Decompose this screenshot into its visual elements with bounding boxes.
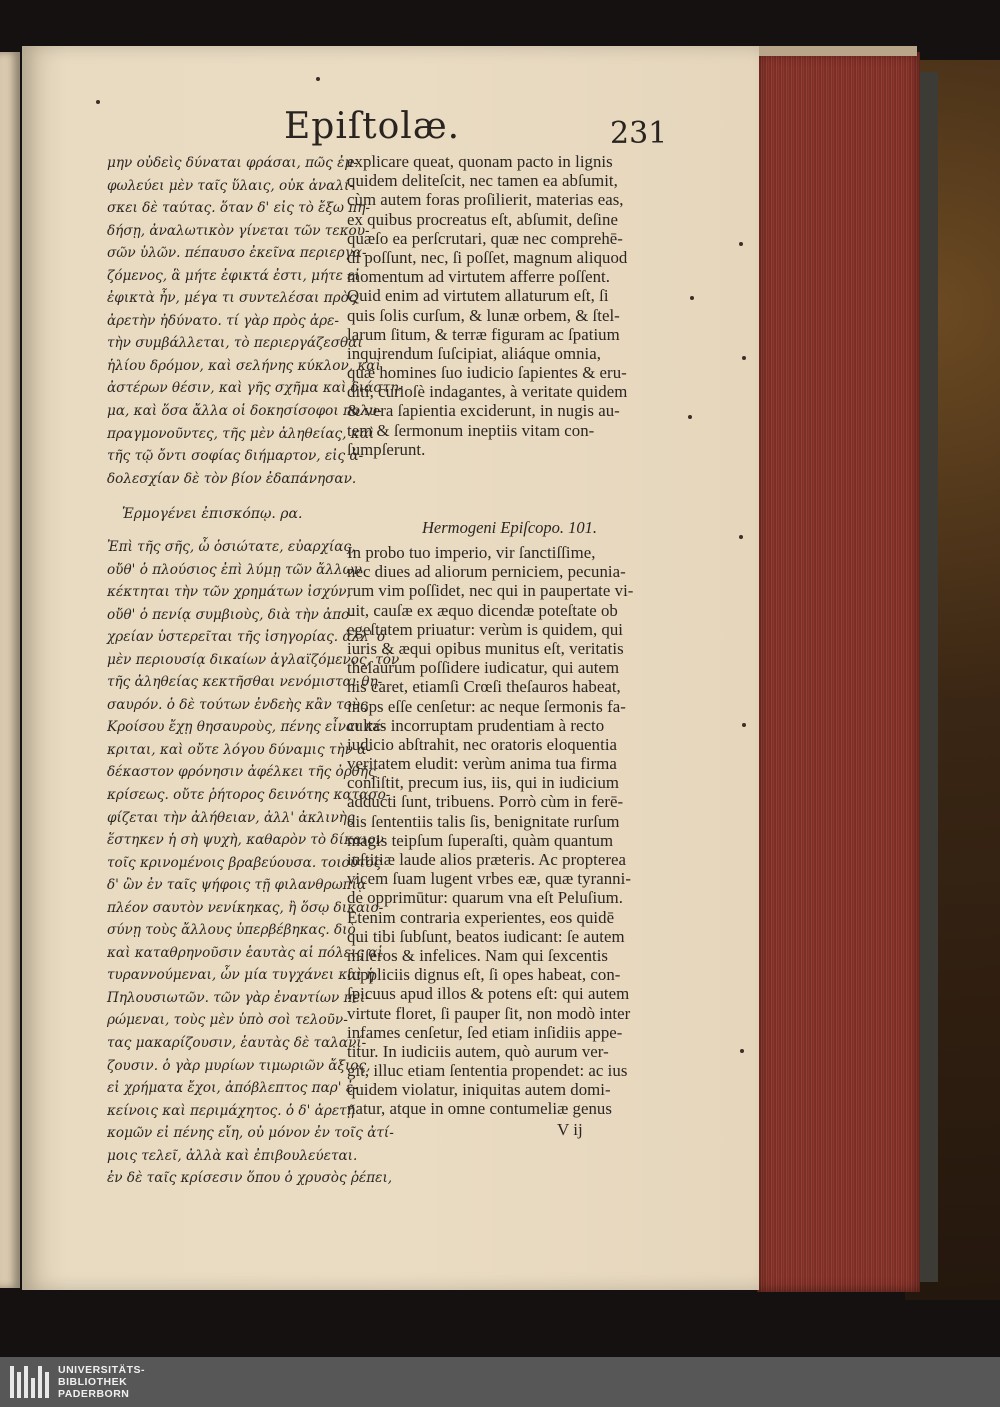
greek-line: ἡλίου δρόμον, καὶ σελήνης κύκλον, καὶ xyxy=(107,357,381,374)
latin-line: iudicio abſtrahit, nec oratoris eloquentia xyxy=(347,734,618,754)
greek-line: Ἐπὶ τῆς σῆς, ὦ ὁσιώτατε, εὐαρχίας, xyxy=(107,539,356,555)
greek-line: σκει δὲ ταύτας. ὅταν δ' εἰς τὸ ἔξω πη- xyxy=(107,200,371,217)
latin-line: his caret, etiamſi Crœſi theſauros habeat, xyxy=(347,677,621,697)
greek-line: σῶν ὑλῶν. πέπαυσο ἐκεῖνα περιεργα- xyxy=(107,245,367,262)
latin-line: de opprimūtur: quarum vna eſt Peluſium. xyxy=(347,888,623,908)
greek-line: ἐν δὲ ταῖς κρίσεσιν ὅπου ὁ χρυσὸς ῥέπει, xyxy=(107,1170,393,1187)
greek-line: πραγμονοῦντες, τῆς μὲν ἀληθείας, καὶ xyxy=(107,425,375,442)
wormhole-mark xyxy=(688,415,692,419)
greek-line: ζόμενος, ἃ μήτε ἐφικτά ἐστι, μήτε εἰ xyxy=(107,267,360,284)
greek-line: καὶ καταθρηνοῦσιν ἑαυτὰς αἱ πόλεις αἱ xyxy=(107,944,383,961)
library-name-line: BIBLIOTHEK xyxy=(58,1376,128,1388)
latin-line: miſeros & infelices. Nam qui ſexcentis xyxy=(347,945,609,965)
greek-line: δ' ὢν ἐν ταῖς ψήφοις τῇ φιλανθρωπίᾳ xyxy=(107,877,367,894)
greek-line: ἀστέρων θέσιν, καὶ γῆς σχῆμα καὶ διάστη- xyxy=(107,380,403,397)
latin-line: diti, curioſè indagantes, à veritate quidem xyxy=(347,382,628,402)
greek-line: τοῖς κρινομένοις βραβεύουσα. τοιοῦτος xyxy=(107,854,382,871)
latin-line: veritatem eludit: verùm anima tua firma xyxy=(347,754,617,774)
latin-line: titur. In iudiciis autem, quò aurum ver- xyxy=(347,1041,609,1061)
greek-line: χρείαν ὑστερεῖται τῆς ἰσηγορίας. ἀλλ' ὁ xyxy=(107,629,386,646)
greek-line: φωλεύει μὲν ταῖς ὕλαις, οὐκ ἀναλί- xyxy=(107,177,354,194)
book-board-edge xyxy=(920,72,938,1282)
latin-line: ex quibus procreatus eſt, abſumit, deſine xyxy=(347,209,618,229)
latin-line: iuris & æqui opibus munitus eſt, veritatis xyxy=(347,638,624,658)
latin-column-letter xyxy=(347,543,637,1119)
wormhole-mark xyxy=(96,100,100,104)
latin-line: virtute floret, ſi pauper ſit, non modò inter xyxy=(347,1003,631,1023)
latin-line: cultas incorruptam prudentiam à recto xyxy=(347,715,605,735)
latin-line: ſpicuus apud illos & potens eſt: qui autem xyxy=(347,984,630,1004)
latin-line: tem & ſermonum ineptiis vitam con- xyxy=(347,420,595,440)
latin-line: Quid enim ad virtutem allaturum eſt, ſi xyxy=(347,286,609,306)
greek-line: σύνῃ τοὺς ἄλλους ὑπερβέβηκας. διὸ xyxy=(107,922,356,939)
latin-line: Etenim contraria experientes, eos quidē xyxy=(347,907,615,927)
library-name-line: PADERBORN xyxy=(58,1388,130,1400)
greek-line: μὲν περιουσίᾳ δικαίων ἀγλαϊζόμενος, τὸν xyxy=(107,651,400,668)
signature-mark: V ij xyxy=(557,1120,583,1139)
latin-line: di poſſunt, nec, ſi poſſet, magnum aliquod xyxy=(347,247,628,267)
greek-line: οὔθ' ὁ πενίᾳ συμβιοὺς, διὰ τὴν ἀπο- xyxy=(107,606,354,623)
greek-line: Κροίσου ἔχῃ θησαυροὺς, πένης εἶναι κέ- xyxy=(107,719,386,736)
latin-line: & vera ſapientia exciderunt, in nugis au- xyxy=(347,401,620,421)
greek-line: Πηλουσιωτῶν. τῶν γὰρ ἐναντίων πει- xyxy=(107,989,370,1006)
left-page-edge xyxy=(0,52,20,1288)
latin-line: theſaurum poſſidere iudicatur, qui autem xyxy=(347,658,620,678)
latin-line: infames cenſetur, ſed etiam inſidiis appe- xyxy=(347,1022,623,1042)
greek-line: δήσῃ, ἀναλωτικὸν γίνεται τῶν τεκου- xyxy=(107,222,370,239)
library-footer xyxy=(0,1357,1000,1407)
greek-line: τῆς τῷ ὄντι σοφίας διήμαρτον, εἰς ἀ- xyxy=(107,448,364,465)
greek-line: τυραννούμεναι, ὧν μία τυγχάνει καὶ ἡ xyxy=(107,967,375,984)
greek-line: ρώμεναι, τοὺς μὲν ὑπὸ σοὶ τελοῦν- xyxy=(107,1012,348,1029)
greek-line: ἕστηκεν ἡ σὴ ψυχὴ, καθαρὸν τὸ δίκαιον xyxy=(107,832,384,849)
latin-line: qui tibi ſubſunt, beatos iudicant: ſe autem xyxy=(347,926,625,946)
greek-line: φίζεται τὴν ἀλήθειαν, ἀλλ' ἀκλινὴς xyxy=(107,809,355,826)
greek-line: δολεσχίαν δὲ τὸν βίον ἐδαπάνησαν. xyxy=(107,470,357,487)
library-name xyxy=(58,1364,145,1400)
wormhole-mark xyxy=(739,535,743,539)
greek-line: ἀρετὴν ἠδύνατο. τί γὰρ πρὸς ἀρε- xyxy=(107,312,339,329)
greek-line: μα, καὶ ὅσα ἄλλα οἱ δοκησίσοφοι πολυ- xyxy=(107,403,382,420)
latin-letter-heading: Hermogeni Epiſcopo. 101. xyxy=(422,518,598,537)
latin-line: egeſtatem priuatur: verùm is quidem, qui xyxy=(347,619,624,639)
greek-line: δέκαστον φρόνησιν ἀφέλκει τῆς ὀρθῆς xyxy=(107,764,376,781)
greek-line: ἐφικτὰ ἦν, μέγα τι συντελέσαι πρὸς xyxy=(107,290,357,307)
greek-line: κρίσεως. οὔτε ῥήτορος δεινότης κατασο- xyxy=(107,787,391,804)
greek-line: μην οὐδεὶς δύναται φράσαι, πῶς ἐμ- xyxy=(107,155,358,171)
wormhole-mark xyxy=(316,77,320,81)
greek-line: κείνοις καὶ περιμάχητος. ὁ δ' ἀρετῇ xyxy=(107,1102,355,1119)
latin-column-top xyxy=(347,152,637,459)
latin-line: quæ homines ſuo iudicio ſapientes & eru- xyxy=(347,363,627,383)
greek-line: τῆς ἀληθείας κεκτῆσθαι νενόμισται θη- xyxy=(107,674,383,691)
latin-line: dis ſententiis talis ſis, benignitate rurſum xyxy=(347,811,620,831)
latin-line: larum ſitum, & terræ figuram ac ſpatium xyxy=(347,324,620,344)
book-page xyxy=(22,46,759,1290)
wormhole-mark xyxy=(740,1049,744,1053)
greek-line: οὔθ' ὁ πλούσιος ἐπὶ λύμῃ τῶν ἄλλων xyxy=(107,561,362,578)
running-head: Epiſtolæ. xyxy=(284,106,461,147)
latin-line: explicare queat, quonam pacto in lignis xyxy=(347,152,613,171)
latin-line: uit, cauſæ ex æquo dicendæ poteſtate ob xyxy=(347,600,618,620)
greek-column-letter xyxy=(107,536,400,1190)
latin-line: ſuppliciis dignus eſt, ſi opes habeat, con- xyxy=(347,965,621,985)
wormhole-mark xyxy=(742,356,746,360)
page-top-edge xyxy=(757,46,917,56)
greek-line: κομῶν εἰ πένης εἴη, οὐ μόνον ἐν τοῖς ἀτί- xyxy=(107,1125,394,1142)
latin-line: quidem violatur, iniquitas autem domi- xyxy=(347,1080,611,1100)
latin-line: In probo tuo imperio, vir ſanctiſſime, xyxy=(347,543,596,562)
latin-line: conſiſtit, precum ius, iis, qui in iudicium xyxy=(347,773,620,793)
latin-line: iuſtitiæ laude alios præteris. Ac propterea xyxy=(347,850,626,869)
greek-line: μοις τελεῖ, ἀλλὰ καὶ ἐπιβουλεύεται. xyxy=(107,1147,358,1164)
latin-line: inquirendum ſuſcipiat, aliáque omnia, xyxy=(347,343,601,363)
latin-line: quidem deliteſcit, nec tamen ea abſumit, xyxy=(347,171,618,191)
latin-line: cùm autem foras proſilierit, materias eas, xyxy=(347,190,624,210)
greek-line: τὴν συμβάλλεται, τὸ περιεργάζεσθαι xyxy=(107,335,363,352)
library-logo-icon xyxy=(10,1366,48,1398)
latin-line: natur, atque in omne contumeliæ genus xyxy=(347,1099,612,1119)
latin-line: ſumpſerunt. xyxy=(347,439,426,459)
greek-line: εἰ χρήματα ἔχοι, ἀπόβλεπτος παρ' ἐ- xyxy=(107,1080,358,1097)
greek-line: ζουσιν. ὁ γὰρ μυρίων τιμωριῶν ἄξιος, xyxy=(107,1057,371,1074)
greek-line: πλέον σαυτὸν νενίκηκας, ἢ ὅσῳ δικαιο- xyxy=(107,899,384,916)
latin-line: nec diues ad aliorum perniciem, pecunia- xyxy=(347,562,626,582)
greek-line: σαυρόν. ὁ δὲ τούτων ἐνδεὴς κἂν τοὺς xyxy=(107,696,368,713)
wormhole-mark xyxy=(739,242,743,246)
latin-line: quæſo ea perſcrutari, quæ nec comprehē- xyxy=(347,228,623,248)
latin-line: quis ſolis curſum, & lunæ orbem, & ſtel- xyxy=(347,305,620,325)
wormhole-mark xyxy=(742,723,746,727)
latin-line: rum vim poſſidet, nec qui in paupertate vi- xyxy=(347,581,634,601)
greek-line: κέκτηται τὴν τῶν χρημάτων ἰσχύν, xyxy=(107,584,351,601)
latin-line: momentum ad virtutem afferre poſſent. xyxy=(347,267,610,287)
latin-line: magis teipſum ſuperaſti, quàm quantum xyxy=(347,830,614,850)
library-name-line: UNIVERSITÄTS- xyxy=(58,1364,146,1376)
latin-line: adducti ſunt, tribuens. Porrò cùm in ferē- xyxy=(347,792,624,812)
page-number: 231 xyxy=(610,116,668,151)
latin-line: git, illuc etiam ſententia propendet: ac ius xyxy=(347,1061,628,1081)
latin-line: vicem ſuam lugent vrbes eæ, quæ tyranni- xyxy=(347,869,631,889)
page-fore-edge xyxy=(757,52,920,1292)
latin-line: inops eſſe cenſetur: ac neque ſermonis fa- xyxy=(347,696,626,716)
greek-line: τας μακαρίζουσιν, ἑαυτὰς δὲ ταλανί- xyxy=(107,1035,367,1052)
greek-line: κριται, καὶ οὔτε λόγου δύναμις τὴν ἀ- xyxy=(107,741,371,758)
wormhole-mark xyxy=(690,296,694,300)
greek-letter-heading: Ἑρμογένει ἐπισκόπῳ. ρα. xyxy=(122,506,303,522)
